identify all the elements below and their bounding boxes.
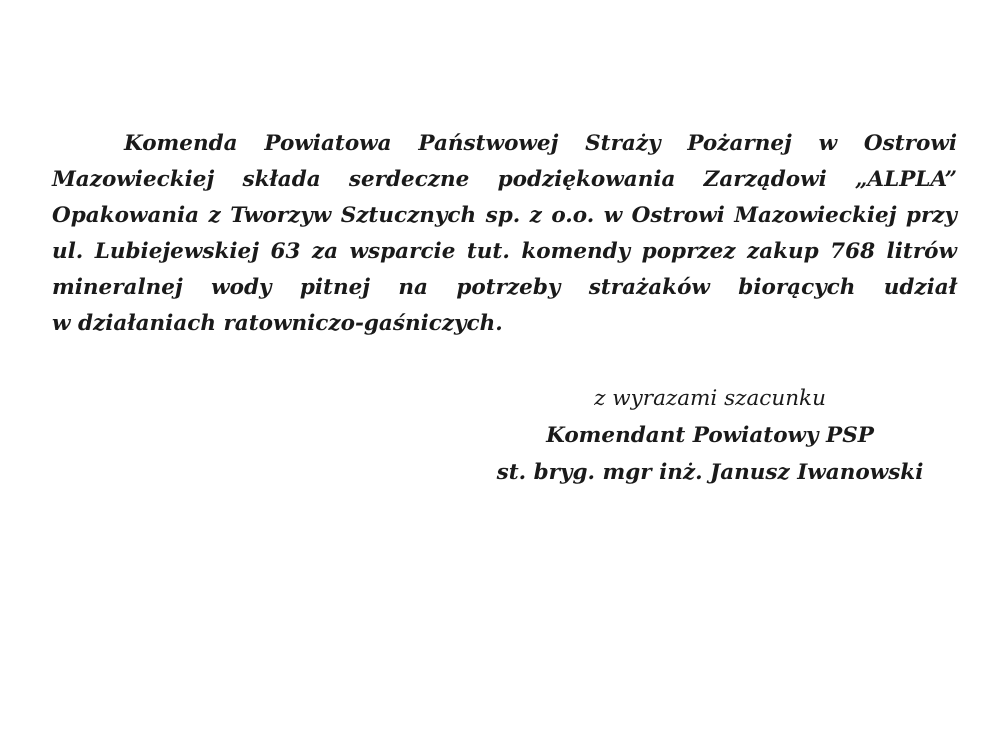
letter-line-6: w działaniach ratowniczo-gaśniczych. [52,311,503,336]
signature-name: st. bryg. mgr inż. Janusz Iwanowski [496,460,924,485]
letter-line-3: Opakowania z Tworzyw Sztucznych sp. z o.o. w Ostrowi Mazowieckiej przy [52,203,957,228]
signature-closing: z wyrazami szacunku [594,386,826,411]
signature-position: Komendant Powiatowy PSP [546,423,874,448]
signature-block [460,380,960,491]
letter-line-1: Komenda Powiatowa Państwowej Straży Pożarnej w Ostrowi [124,131,957,156]
letter-line-2: Mazowieckiej składa serdeczne podziękowania Zarządowi „ALPLA” [52,167,957,192]
letter-line-5: mineralnej wody pitnej na potrzeby strażaków biorących udział [52,275,957,300]
letter-line-4: ul. Lubiejewskiej 63 za wsparcie tut. komendy poprzez zakup 768 litrów [52,239,957,264]
letter-body [52,126,957,342]
